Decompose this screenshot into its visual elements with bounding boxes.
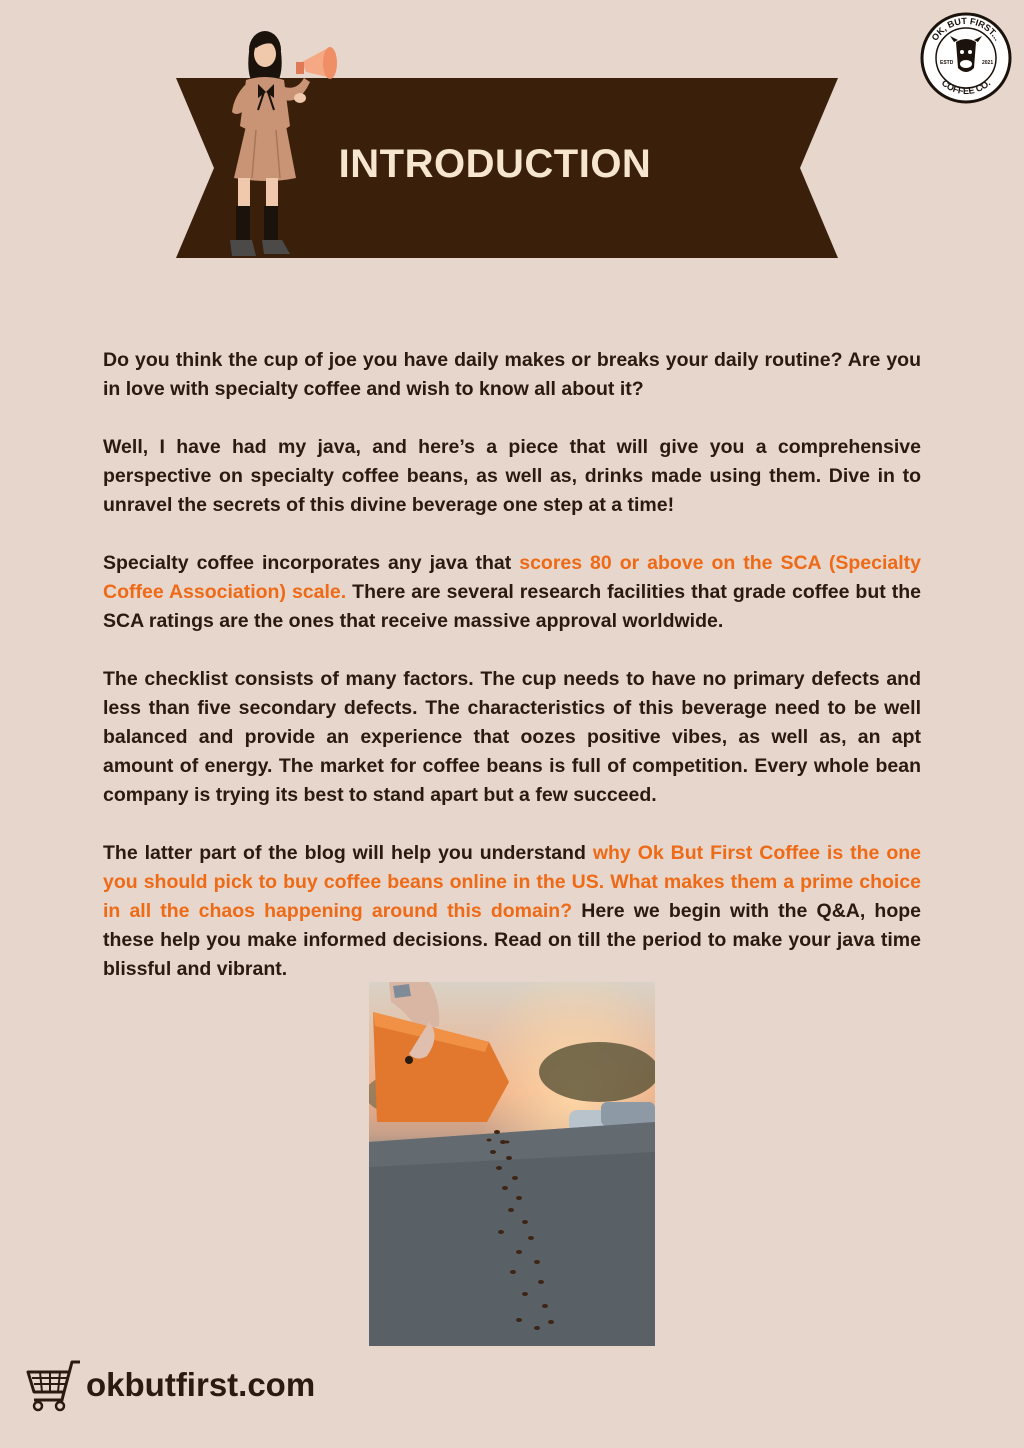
- logo-bottom-text: COFFEE CO.: [939, 77, 993, 97]
- paragraph-3-text-a: Specialty coffee incorporates any java that: [103, 552, 520, 574]
- paragraph-5-text-a: The latter part of the blog will help you understand: [103, 842, 593, 864]
- paragraph-3: [103, 549, 921, 636]
- paragraph-1: Do you think the cup of joe you have daily makes or breaks your daily routine? Are you in love with specialty coffee and wish to know all about it?: [103, 349, 921, 400]
- sca-scale-link[interactable]: scores 80 or above on the SCA (Specialty Coffee Association) scale.: [103, 552, 921, 603]
- intro-banner: [0, 0, 1024, 300]
- banner-title: INTRODUCTION: [338, 142, 652, 186]
- logo-est: ESTD: [940, 60, 954, 66]
- brand-logo-text: [920, 12, 1012, 104]
- paragraph-2: Well, I have had my java, and here’s a piece that will give you a comprehensive perspective on specialty coffee beans, as well as, drinks made using them. Dive in to unravel the secrets of this divine beverage one step at a time!: [103, 436, 921, 516]
- paragraph-3-text-b: There are several research facilities that grade coffee but the SCA ratings are the ones that receive massive approval worldwide.: [103, 581, 921, 632]
- svg-text:OK, BUT FIRST...: [930, 16, 1003, 43]
- logo-year: 2021: [982, 60, 994, 66]
- paragraph-5: [103, 839, 921, 984]
- buy-coffee-beans-link[interactable]: why Ok But First Coffee is the one you should pick to buy coffee beans online in the US. What makes them a prime choice in all the chaos happening around this domain?: [103, 842, 921, 922]
- svg-text:COFFEE CO.: [940, 78, 993, 96]
- logo-top-text: OK, BUT FIRST...: [929, 15, 1003, 43]
- website-link[interactable]: okbutfirst.com: [86, 1366, 316, 1403]
- coffee-beans-photo: [369, 982, 655, 1346]
- paragraph-5-text-b: Here we begin with the Q&A, hope these help you make informed decisions. Read on till the period to make your java time blissful and vibrant.: [103, 900, 921, 980]
- shopping-cart-icon: [26, 1358, 82, 1412]
- footer: [26, 1358, 346, 1412]
- paragraph-4: The checklist consists of many factors. The cup needs to have no primary defects and less than five secondary defects. The characteristics of this beverage need to be well balanced and provide an experience that oozes positive vibes, as well as, an apt amount of energy. The market for coffee beans is full of competition. Every whole bean company is trying its best to stand apart but a few succeed.: [103, 668, 921, 806]
- article-body: [103, 346, 921, 1013]
